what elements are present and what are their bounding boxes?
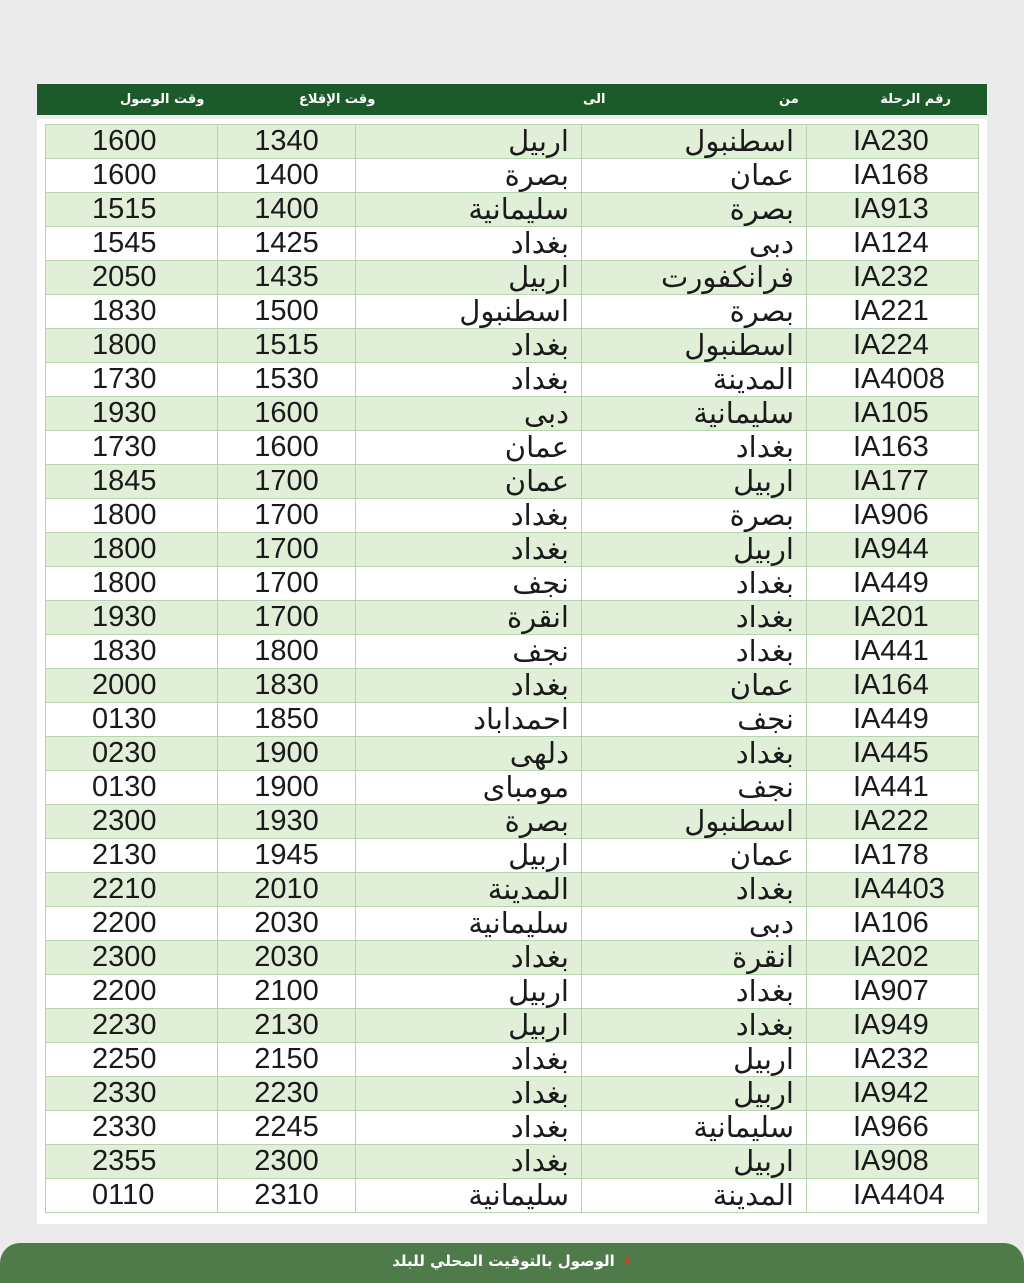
departure-time-cell: 1530 — [218, 363, 356, 397]
table-row — [46, 941, 979, 975]
origin-cell: بغداد — [582, 567, 807, 601]
table-row — [46, 1043, 979, 1077]
origin-cell: بصرة — [582, 193, 807, 227]
destination-cell: دلهى — [356, 737, 582, 771]
arrival-time-cell: 1545 — [46, 227, 218, 261]
flight-number-cell: IA163 — [807, 431, 979, 465]
flight-schedule-body — [46, 125, 979, 1213]
header-arrival-time: وقت الوصول — [120, 92, 205, 107]
table-row — [46, 363, 979, 397]
table-row — [46, 499, 979, 533]
departure-time-cell: 2030 — [218, 941, 356, 975]
flight-number-cell: IA201 — [807, 601, 979, 635]
origin-cell: فرانكفورت — [582, 261, 807, 295]
destination-cell: سليمانية — [356, 193, 582, 227]
departure-time-cell: 1500 — [218, 295, 356, 329]
arrival-time-cell: 2300 — [46, 805, 218, 839]
departure-time-cell: 2030 — [218, 907, 356, 941]
departure-time-cell: 1700 — [218, 567, 356, 601]
departure-time-cell: 1700 — [218, 465, 356, 499]
departure-time-cell: 1800 — [218, 635, 356, 669]
table-header-bar — [37, 84, 987, 115]
departure-time-cell: 2310 — [218, 1179, 356, 1213]
destination-cell: سليمانية — [356, 1179, 582, 1213]
table-row — [46, 261, 979, 295]
origin-cell: اسطنبول — [582, 125, 807, 159]
arrival-time-cell: 2050 — [46, 261, 218, 295]
departure-time-cell: 1340 — [218, 125, 356, 159]
departure-time-cell: 1400 — [218, 159, 356, 193]
arrival-time-cell: 1600 — [46, 125, 218, 159]
arrival-time-cell: 1800 — [46, 329, 218, 363]
header-from: من — [779, 92, 799, 107]
flight-number-cell: IA906 — [807, 499, 979, 533]
destination-cell: نجف — [356, 635, 582, 669]
destination-cell: احمداباد — [356, 703, 582, 737]
origin-cell: المدينة — [582, 363, 807, 397]
destination-cell: بغداد — [356, 363, 582, 397]
arrival-time-cell: 2250 — [46, 1043, 218, 1077]
schedule-card — [37, 119, 987, 1224]
table-row — [46, 295, 979, 329]
table-row — [46, 533, 979, 567]
departure-time-cell: 1900 — [218, 771, 356, 805]
arrival-time-cell: 2355 — [46, 1145, 218, 1179]
destination-cell: بغداد — [356, 533, 582, 567]
table-row — [46, 465, 979, 499]
destination-cell: اربيل — [356, 975, 582, 1009]
arrival-time-cell: 2200 — [46, 975, 218, 1009]
destination-cell: اسطنبول — [356, 295, 582, 329]
flight-number-cell: IA949 — [807, 1009, 979, 1043]
arrival-time-cell: 2330 — [46, 1077, 218, 1111]
arrival-time-cell: 1730 — [46, 363, 218, 397]
destination-cell: بغداد — [356, 1043, 582, 1077]
arrival-time-cell: 0230 — [46, 737, 218, 771]
flight-number-cell: IA164 — [807, 669, 979, 703]
arrival-time-cell: 1830 — [46, 295, 218, 329]
departure-time-cell: 1515 — [218, 329, 356, 363]
origin-cell: اربيل — [582, 465, 807, 499]
departure-time-cell: 2230 — [218, 1077, 356, 1111]
flight-number-cell: IA4008 — [807, 363, 979, 397]
origin-cell: نجف — [582, 771, 807, 805]
table-row — [46, 839, 979, 873]
table-row — [46, 737, 979, 771]
arrival-time-cell: 1515 — [46, 193, 218, 227]
table-row — [46, 635, 979, 669]
table-row — [46, 1077, 979, 1111]
departure-time-cell: 1850 — [218, 703, 356, 737]
table-row — [46, 703, 979, 737]
departure-time-cell: 2245 — [218, 1111, 356, 1145]
flight-number-cell: IA222 — [807, 805, 979, 839]
flight-number-cell: IA907 — [807, 975, 979, 1009]
origin-cell: انقرة — [582, 941, 807, 975]
table-row — [46, 669, 979, 703]
destination-cell: بغداد — [356, 941, 582, 975]
origin-cell: اسطنبول — [582, 805, 807, 839]
flight-number-cell: IA441 — [807, 771, 979, 805]
flight-number-cell: IA105 — [807, 397, 979, 431]
flight-number-cell: IA168 — [807, 159, 979, 193]
arrival-time-cell: 1730 — [46, 431, 218, 465]
arrival-time-cell: 1830 — [46, 635, 218, 669]
departure-time-cell: 1435 — [218, 261, 356, 295]
header-to: الى — [583, 92, 606, 107]
flight-number-cell: IA202 — [807, 941, 979, 975]
flight-number-cell: IA908 — [807, 1145, 979, 1179]
arrival-time-cell: 1845 — [46, 465, 218, 499]
origin-cell: بغداد — [582, 737, 807, 771]
origin-cell: بغداد — [582, 873, 807, 907]
flight-number-cell: IA441 — [807, 635, 979, 669]
origin-cell: دبى — [582, 907, 807, 941]
arrival-time-cell: 2330 — [46, 1111, 218, 1145]
departure-time-cell: 1400 — [218, 193, 356, 227]
destination-cell: بغداد — [356, 1077, 582, 1111]
origin-cell: اربيل — [582, 1145, 807, 1179]
table-row — [46, 329, 979, 363]
table-row — [46, 125, 979, 159]
departure-time-cell: 2100 — [218, 975, 356, 1009]
origin-cell: بصرة — [582, 295, 807, 329]
origin-cell: بغداد — [582, 1009, 807, 1043]
table-row — [46, 1145, 979, 1179]
flight-number-cell: IA232 — [807, 261, 979, 295]
flight-number-cell: IA966 — [807, 1111, 979, 1145]
flight-number-cell: IA449 — [807, 567, 979, 601]
table-row — [46, 601, 979, 635]
departure-time-cell: 1830 — [218, 669, 356, 703]
departure-time-cell: 1600 — [218, 431, 356, 465]
destination-cell: بغداد — [356, 329, 582, 363]
header-departure-time: وقت الإقلاع — [299, 92, 376, 107]
arrival-time-cell: 2130 — [46, 839, 218, 873]
origin-cell: سليمانية — [582, 1111, 807, 1145]
footer-note — [0, 1243, 1024, 1280]
destination-cell: بغداد — [356, 1145, 582, 1179]
departure-time-cell: 1425 — [218, 227, 356, 261]
destination-cell: اربيل — [356, 125, 582, 159]
destination-cell: اربيل — [356, 261, 582, 295]
table-row — [46, 1179, 979, 1213]
flight-number-cell: IA124 — [807, 227, 979, 261]
origin-cell: عمان — [582, 159, 807, 193]
flight-number-cell: IA942 — [807, 1077, 979, 1111]
destination-cell: بصرة — [356, 159, 582, 193]
flight-number-cell: IA178 — [807, 839, 979, 873]
flight-schedule-table — [45, 124, 979, 1213]
table-row — [46, 1111, 979, 1145]
table-row — [46, 567, 979, 601]
header-flight-number: رقم الرحلة — [880, 92, 951, 107]
flight-number-cell: IA4404 — [807, 1179, 979, 1213]
arrival-time-cell: 0130 — [46, 771, 218, 805]
departure-time-cell: 1700 — [218, 499, 356, 533]
origin-cell: اربيل — [582, 533, 807, 567]
origin-cell: بصرة — [582, 499, 807, 533]
table-row — [46, 397, 979, 431]
origin-cell: عمان — [582, 669, 807, 703]
destination-cell: المدينة — [356, 873, 582, 907]
flight-number-cell: IA224 — [807, 329, 979, 363]
destination-cell: بغداد — [356, 499, 582, 533]
flight-number-cell: IA221 — [807, 295, 979, 329]
arrival-time-cell: 1800 — [46, 533, 218, 567]
table-row — [46, 1009, 979, 1043]
flight-number-cell: IA944 — [807, 533, 979, 567]
table-row — [46, 805, 979, 839]
flight-number-cell: IA232 — [807, 1043, 979, 1077]
flight-number-cell: IA177 — [807, 465, 979, 499]
footer-bar — [0, 1243, 1024, 1283]
destination-cell: اربيل — [356, 839, 582, 873]
destination-cell: نجف — [356, 567, 582, 601]
origin-cell: بغداد — [582, 431, 807, 465]
arrival-time-cell: 1930 — [46, 601, 218, 635]
flight-number-cell: IA445 — [807, 737, 979, 771]
departure-time-cell: 1900 — [218, 737, 356, 771]
arrival-time-cell: 0130 — [46, 703, 218, 737]
table-row — [46, 907, 979, 941]
table-row — [46, 227, 979, 261]
footer-note-text: الوصول بالتوقيت المحلي للبلد — [392, 1252, 615, 1270]
departure-time-cell: 1700 — [218, 601, 356, 635]
table-row — [46, 159, 979, 193]
table-row — [46, 873, 979, 907]
destination-cell: انقرة — [356, 601, 582, 635]
footer-bullet: • — [622, 1254, 632, 1270]
destination-cell: دبى — [356, 397, 582, 431]
departure-time-cell: 2130 — [218, 1009, 356, 1043]
destination-cell: بصرة — [356, 805, 582, 839]
departure-time-cell: 1600 — [218, 397, 356, 431]
departure-time-cell: 2010 — [218, 873, 356, 907]
flight-number-cell: IA4403 — [807, 873, 979, 907]
departure-time-cell: 2300 — [218, 1145, 356, 1179]
table-row — [46, 975, 979, 1009]
destination-cell: سليمانية — [356, 907, 582, 941]
flight-number-cell: IA449 — [807, 703, 979, 737]
departure-time-cell: 1930 — [218, 805, 356, 839]
arrival-time-cell: 1800 — [46, 567, 218, 601]
arrival-time-cell: 2210 — [46, 873, 218, 907]
arrival-time-cell: 2000 — [46, 669, 218, 703]
arrival-time-cell: 2230 — [46, 1009, 218, 1043]
flight-number-cell: IA913 — [807, 193, 979, 227]
arrival-time-cell: 1800 — [46, 499, 218, 533]
table-row — [46, 771, 979, 805]
origin-cell: بغداد — [582, 635, 807, 669]
destination-cell: اربيل — [356, 1009, 582, 1043]
departure-time-cell: 1945 — [218, 839, 356, 873]
departure-time-cell: 2150 — [218, 1043, 356, 1077]
origin-cell: بغداد — [582, 601, 807, 635]
flight-number-cell: IA230 — [807, 125, 979, 159]
flight-number-cell: IA106 — [807, 907, 979, 941]
origin-cell: بغداد — [582, 975, 807, 1009]
destination-cell: بغداد — [356, 1111, 582, 1145]
destination-cell: بغداد — [356, 227, 582, 261]
destination-cell: عمان — [356, 465, 582, 499]
table-row — [46, 193, 979, 227]
destination-cell: عمان — [356, 431, 582, 465]
origin-cell: اربيل — [582, 1043, 807, 1077]
arrival-time-cell: 2200 — [46, 907, 218, 941]
arrival-time-cell: 0110 — [46, 1179, 218, 1213]
origin-cell: المدينة — [582, 1179, 807, 1213]
destination-cell: مومباى — [356, 771, 582, 805]
origin-cell: نجف — [582, 703, 807, 737]
arrival-time-cell: 2300 — [46, 941, 218, 975]
departure-time-cell: 1700 — [218, 533, 356, 567]
arrival-time-cell: 1930 — [46, 397, 218, 431]
origin-cell: عمان — [582, 839, 807, 873]
origin-cell: دبى — [582, 227, 807, 261]
origin-cell: اسطنبول — [582, 329, 807, 363]
table-row — [46, 431, 979, 465]
destination-cell: بغداد — [356, 669, 582, 703]
origin-cell: اربيل — [582, 1077, 807, 1111]
arrival-time-cell: 1600 — [46, 159, 218, 193]
origin-cell: سليمانية — [582, 397, 807, 431]
